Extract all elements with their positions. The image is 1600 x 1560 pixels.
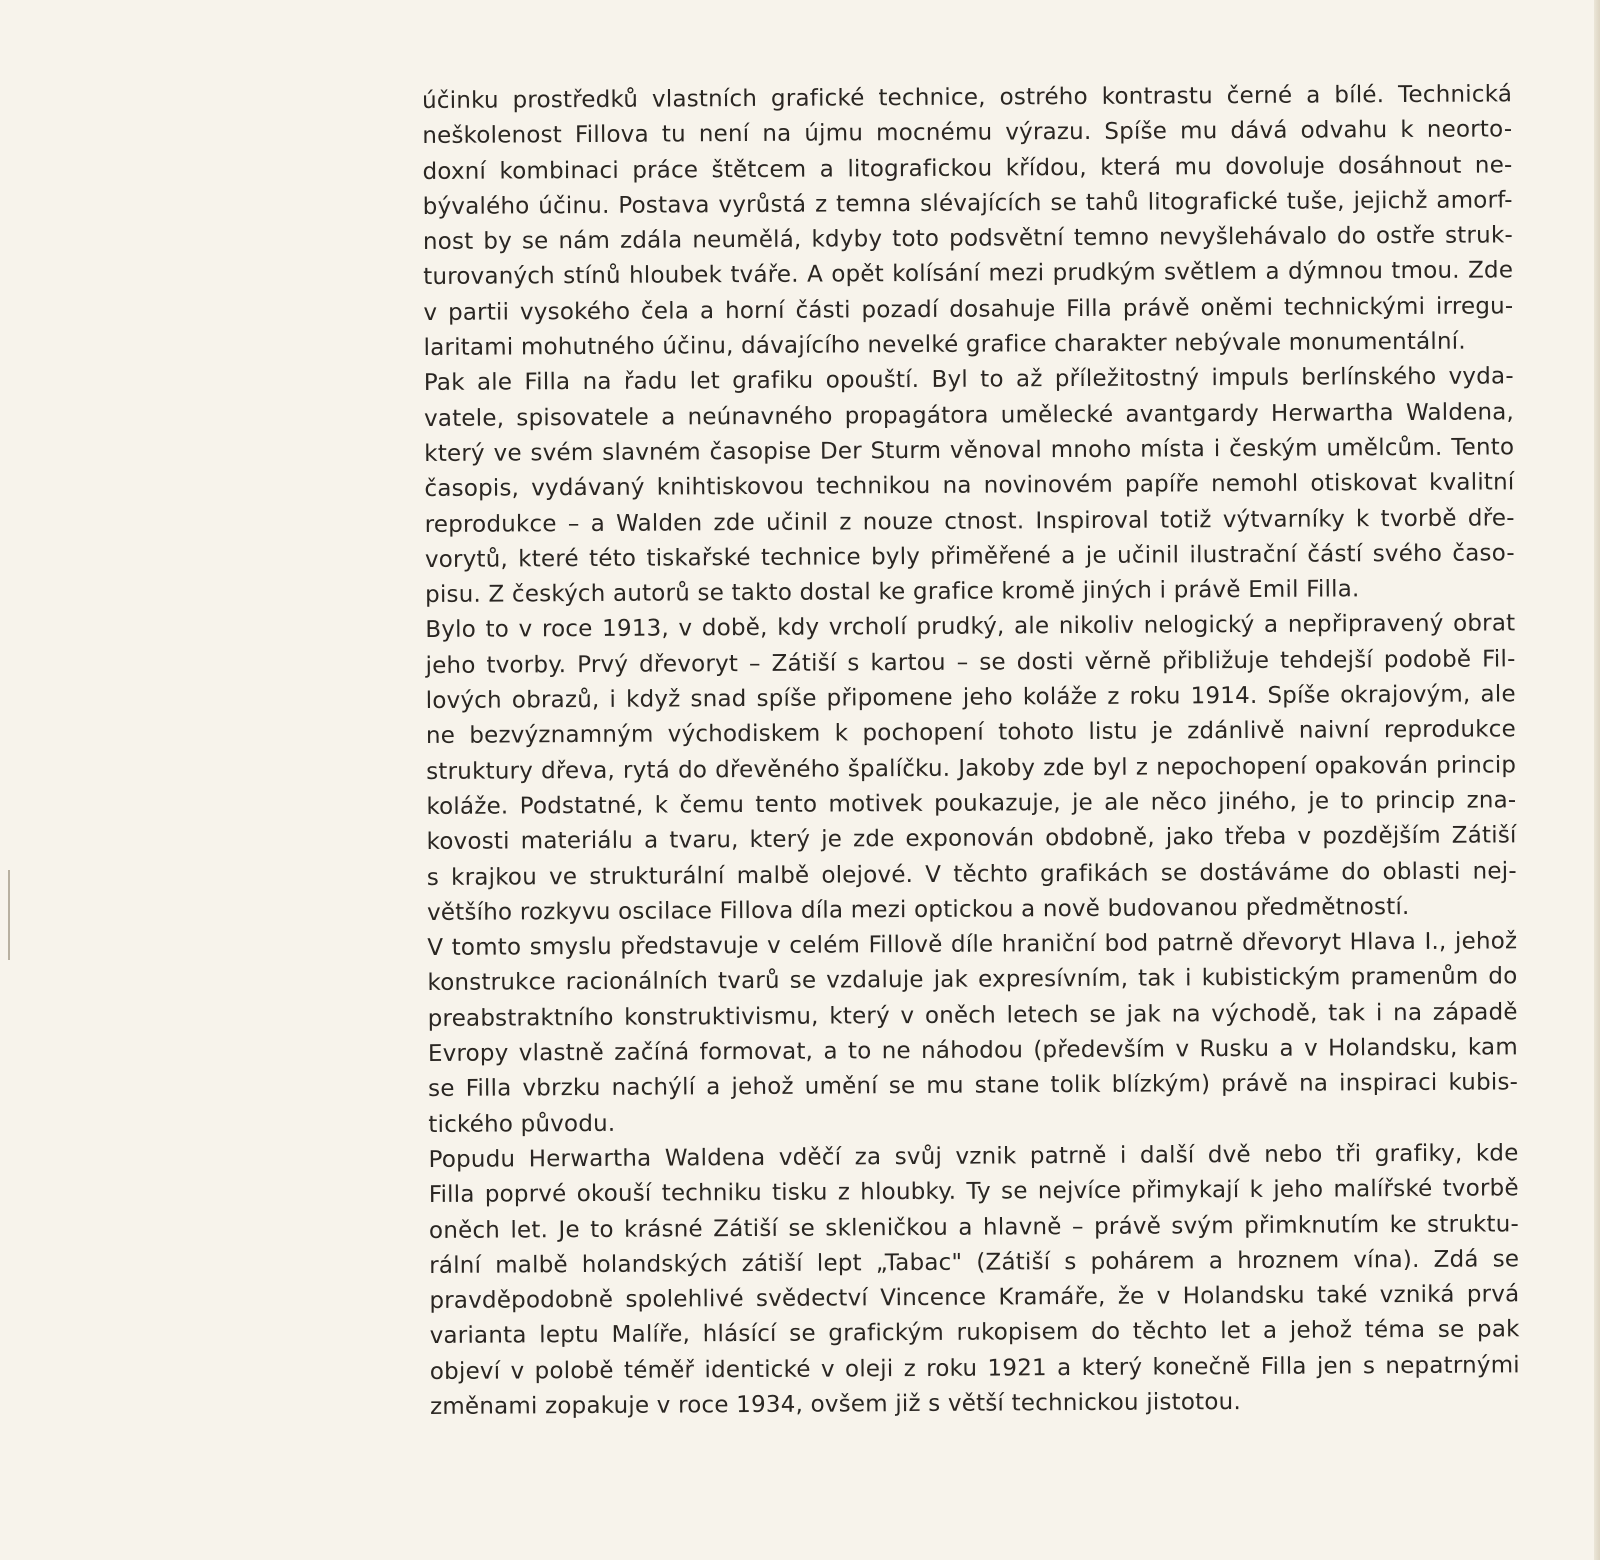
text-line: turovaných stínů hloubek tváře. A opět kolísání mezi prudkým světlem a dýmnou tmou. Zde (423, 257, 1514, 291)
text-line: jeho tvorby. Prvý dřevoryt – Zátiší s kartou – se dosti věrně přibližuje tehdejší podobě Fil- (425, 646, 1516, 679)
text-line: Evropy vlastně začíná formovat, a to ne náhodou (především v Rusku a v Holandsku, kam (427, 1034, 1518, 1067)
text-line: konstrukce racionálních tvarů se vzdaluje jak expresívním, tak i kubistickým pramenům do (427, 963, 1518, 997)
text-line: Pak ale Filla na řadu let grafiku opouští. Byl to až příležitostný impuls berlínského vyda- (423, 363, 1514, 397)
text-line: Filla poprvé okouší techniku tisku z hloubky. Ty se nejvíce přimykají k jeho malířské tvorbě (428, 1175, 1519, 1209)
binding-mark (8, 870, 10, 960)
text-line: kovosti materiálu a tvaru, který je zde exponován obdobně, jako třeba v pozdějším Zátiší (426, 822, 1517, 856)
text-line: s krajkou ve strukturální malbě olejové. V těchto grafikách se dostáváme do oblasti nej- (426, 857, 1517, 891)
text-line: časopis, vydávaný knihtiskovou technikou na novinovém papíře nemohl otiskovat kvalitní (424, 469, 1515, 503)
text-line: účinku prostředků vlastních grafické technice, ostrého kontrastu černé a bílé. Technická (422, 81, 1513, 114)
text-line: pravděpodobně spolehlivé svědectví Vincence Kramáře, že v Holandsku také vzniká prvá (429, 1281, 1520, 1315)
text-line: tického původu. (428, 1110, 616, 1138)
text-line: lových obrazů, i když snad spíše připomene jeho koláže z roku 1914. Spíše okrajovým, ale (425, 681, 1516, 715)
text-line: laritami mohutného účinu, dávajícího nevelké grafice charakter nebývale monumentální. (423, 328, 1466, 362)
text-line: v partii vysokého čela a horní části pozadí dosahuje Filla právě oněmi technickými irregu- (423, 293, 1514, 326)
text-line: koláže. Podstatné, k čemu tento motivek poukazuje, je ale něco jiného, je to princip zna- (426, 787, 1517, 820)
text-line: doxní kombinaci práce štětcem a litografickou křídou, která mu dovoluje dosáhnout ne- (422, 151, 1513, 185)
text-line: oněch let. Je to krásné Zátiší se skleničkou a hlavně – právě svým přimknutím ke struktu- (428, 1210, 1520, 1244)
text-line: neškolenost Fillova tu není na újmu mocnému výrazu. Spíše mu dává odvahu k neorto- (422, 116, 1513, 150)
text-line: Popudu Herwartha Waldena vděčí za svůj vznik patrně i další dvě nebo tři grafiky, kde (428, 1140, 1519, 1173)
text-line: V tomto smyslu představuje v celém Fillově díle hraniční bod patrně dřevoryt Hlava I., jehož (427, 928, 1518, 962)
body-text (422, 77, 1520, 1425)
text-line: rální malbě holandských zátiší lept „Tabac" (Zátiší s pohárem a hroznem vína). Zdá se (429, 1246, 1520, 1279)
text-line: objeví v polobě téměř identické v oleji z roku 1921 a který konečně Filla jen s nepatrnými (429, 1352, 1520, 1385)
text-line: struktury dřeva, rytá do dřevěného špalíčku. Jakoby zde byl z nepochopení opakován princip (426, 751, 1517, 785)
text-line: vatele, spisovatele a neúnavného propagátora umělecké avantgardy Herwartha Waldena, (423, 399, 1515, 432)
text-line: ne bezvýznamným východiskem k pochopení tohoto listu je zdánlivě naivní reprodukce (425, 716, 1517, 750)
text-line: se Filla vbrzku nachýlí a jehož umění se mu stane tolik blízkým) právě na inspiraci kubis- (428, 1069, 1519, 1103)
text-line: nost by se nám zdála neumělá, kdyby toto podsvětní temno nevyšlehávalo do ostře struk- (422, 222, 1514, 256)
text-line: změnami zopakuje v roce 1934, ovšem již s větší technickou jistotou. (430, 1389, 1241, 1420)
text-line: pisu. Z českých autorů se takto dostal ke grafice kromě jiných i právě Emil Filla. (425, 576, 1360, 609)
text-line: který ve svém slavném časopise Der Sturm věnoval mnoho místa i českým umělcům. Tento (424, 434, 1515, 467)
text-line: reprodukce – a Walden zde učinil z nouze ctnost. Inspiroval totiž výtvarníky k tvorbě dře- (424, 504, 1515, 538)
text-line: preabstraktního konstruktivismu, který v oněch letech se jak na východě, tak i na západě (427, 999, 1518, 1032)
text-line: varianta leptu Malíře, hlásící se grafickým rukopisem do těchto let a jehož téma se pak (429, 1316, 1520, 1350)
text-line: vorytů, které této tiskařské technice byly přiměřené a je učinil ilustrační částí svého časo- (424, 540, 1515, 573)
text-line: většího rozkyvu oscilace Fillova díla mezi optickou a nově budovanou předmětností. (426, 893, 1410, 926)
text-line: Bylo to v roce 1913, v době, kdy vrcholí prudký, ale nikoliv nelogický a nepřipravený obrat (425, 610, 1516, 644)
page-edge (1594, 0, 1600, 1560)
text-line: bývalého účinu. Postava vyrůstá z temna slévajících se tahů litografické tuše, jejichž amorf- (422, 187, 1513, 220)
